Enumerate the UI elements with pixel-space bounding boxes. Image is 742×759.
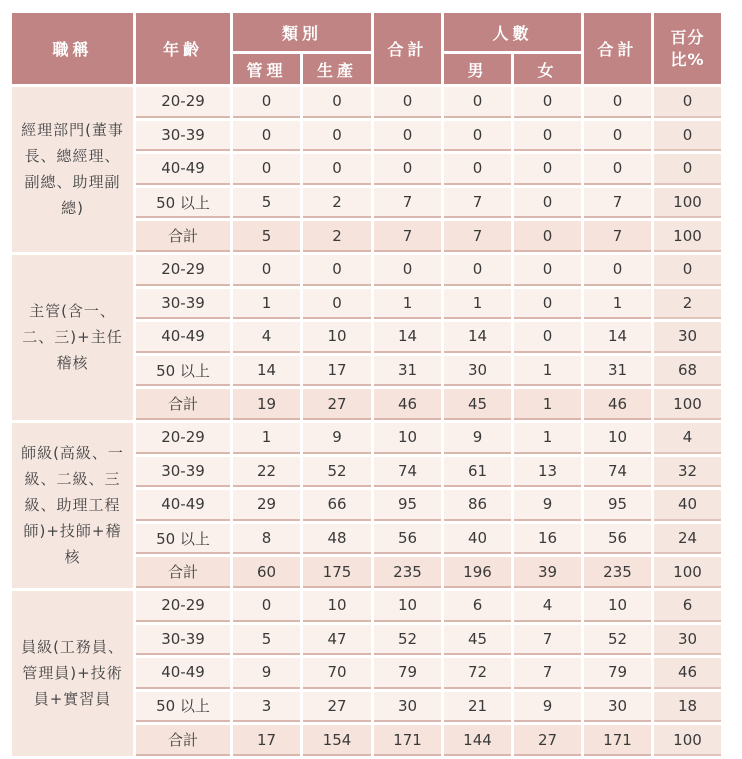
male-cell: 14 bbox=[444, 322, 511, 353]
total-cell: 171 bbox=[584, 725, 651, 756]
group-title: 經理部門(董事長、總經理、副總、助理副總) bbox=[12, 87, 133, 252]
header-title: 職稱 bbox=[12, 13, 133, 84]
sub-cell: 0 bbox=[374, 255, 441, 286]
percent-cell: 6 bbox=[654, 591, 721, 622]
male-cell: 45 bbox=[444, 389, 511, 420]
prod-cell: 70 bbox=[303, 658, 371, 689]
age-cell: 20-29 bbox=[136, 87, 230, 118]
male-cell: 0 bbox=[444, 121, 511, 152]
female-cell: 0 bbox=[514, 255, 581, 286]
mgmt-cell: 5 bbox=[233, 221, 300, 252]
percent-cell: 0 bbox=[654, 154, 721, 185]
age-cell: 30-39 bbox=[136, 121, 230, 152]
header-category-mgmt: 管理 bbox=[233, 54, 300, 84]
sub-cell: 7 bbox=[374, 221, 441, 252]
prod-cell: 175 bbox=[303, 557, 371, 588]
male-cell: 7 bbox=[444, 188, 511, 219]
sub-cell: 30 bbox=[374, 692, 441, 723]
sub-cell: 74 bbox=[374, 457, 441, 488]
male-cell: 61 bbox=[444, 457, 511, 488]
percent-cell: 100 bbox=[654, 389, 721, 420]
prod-cell: 0 bbox=[303, 121, 371, 152]
header-category-prod: 生產 bbox=[303, 54, 371, 84]
prod-cell: 0 bbox=[303, 154, 371, 185]
prod-cell: 0 bbox=[303, 289, 371, 320]
percent-cell: 100 bbox=[654, 557, 721, 588]
header-age: 年齡 bbox=[136, 13, 230, 84]
table-row bbox=[12, 87, 721, 118]
mgmt-cell: 1 bbox=[233, 423, 300, 454]
sub-cell: 31 bbox=[374, 356, 441, 387]
male-cell: 45 bbox=[444, 625, 511, 656]
age-cell: 30-39 bbox=[136, 289, 230, 320]
female-cell: 13 bbox=[514, 457, 581, 488]
female-cell: 27 bbox=[514, 725, 581, 756]
male-cell: 0 bbox=[444, 87, 511, 118]
age-cell: 合計 bbox=[136, 557, 230, 588]
age-cell: 50 以上 bbox=[136, 692, 230, 723]
sub-cell: 14 bbox=[374, 322, 441, 353]
table-body bbox=[12, 87, 721, 756]
male-cell: 86 bbox=[444, 490, 511, 521]
prod-cell: 10 bbox=[303, 322, 371, 353]
female-cell: 0 bbox=[514, 289, 581, 320]
total-cell: 1 bbox=[584, 289, 651, 320]
percent-cell: 46 bbox=[654, 658, 721, 689]
male-cell: 21 bbox=[444, 692, 511, 723]
mgmt-cell: 29 bbox=[233, 490, 300, 521]
male-cell: 40 bbox=[444, 524, 511, 555]
mgmt-cell: 0 bbox=[233, 154, 300, 185]
age-cell: 合計 bbox=[136, 221, 230, 252]
percent-cell: 18 bbox=[654, 692, 721, 723]
header-subtotal: 合計 bbox=[374, 13, 441, 84]
prod-cell: 27 bbox=[303, 692, 371, 723]
percent-cell: 30 bbox=[654, 625, 721, 656]
prod-cell: 0 bbox=[303, 255, 371, 286]
mgmt-cell: 5 bbox=[233, 188, 300, 219]
age-cell: 30-39 bbox=[136, 625, 230, 656]
female-cell: 39 bbox=[514, 557, 581, 588]
age-cell: 40-49 bbox=[136, 490, 230, 521]
total-cell: 56 bbox=[584, 524, 651, 555]
mgmt-cell: 0 bbox=[233, 121, 300, 152]
prod-cell: 0 bbox=[303, 87, 371, 118]
table-header bbox=[12, 13, 721, 84]
prod-cell: 10 bbox=[303, 591, 371, 622]
total-cell: 235 bbox=[584, 557, 651, 588]
sub-cell: 79 bbox=[374, 658, 441, 689]
age-cell: 合計 bbox=[136, 389, 230, 420]
mgmt-cell: 0 bbox=[233, 87, 300, 118]
header-percent: 百分比% bbox=[654, 13, 721, 84]
age-cell: 50 以上 bbox=[136, 188, 230, 219]
male-cell: 72 bbox=[444, 658, 511, 689]
mgmt-cell: 17 bbox=[233, 725, 300, 756]
percent-cell: 100 bbox=[654, 188, 721, 219]
sub-cell: 171 bbox=[374, 725, 441, 756]
total-cell: 10 bbox=[584, 591, 651, 622]
female-cell: 0 bbox=[514, 154, 581, 185]
group-title: 師級(高級、一級、二級、三級、助理工程師)+技師+稽核 bbox=[12, 423, 133, 588]
total-cell: 31 bbox=[584, 356, 651, 387]
total-cell: 46 bbox=[584, 389, 651, 420]
total-cell: 0 bbox=[584, 121, 651, 152]
female-cell: 0 bbox=[514, 188, 581, 219]
prod-cell: 2 bbox=[303, 221, 371, 252]
percent-cell: 2 bbox=[654, 289, 721, 320]
total-cell: 30 bbox=[584, 692, 651, 723]
sub-cell: 56 bbox=[374, 524, 441, 555]
mgmt-cell: 3 bbox=[233, 692, 300, 723]
header-total: 合計 bbox=[584, 13, 651, 84]
male-cell: 0 bbox=[444, 154, 511, 185]
percent-cell: 68 bbox=[654, 356, 721, 387]
male-cell: 1 bbox=[444, 289, 511, 320]
age-cell: 合計 bbox=[136, 725, 230, 756]
percent-cell: 32 bbox=[654, 457, 721, 488]
mgmt-cell: 0 bbox=[233, 255, 300, 286]
prod-cell: 66 bbox=[303, 490, 371, 521]
mgmt-cell: 60 bbox=[233, 557, 300, 588]
total-cell: 95 bbox=[584, 490, 651, 521]
percent-cell: 0 bbox=[654, 87, 721, 118]
header-people: 人數 bbox=[444, 13, 581, 51]
female-cell: 1 bbox=[514, 356, 581, 387]
prod-cell: 48 bbox=[303, 524, 371, 555]
sub-cell: 235 bbox=[374, 557, 441, 588]
female-cell: 7 bbox=[514, 658, 581, 689]
female-cell: 1 bbox=[514, 389, 581, 420]
percent-cell: 40 bbox=[654, 490, 721, 521]
mgmt-cell: 14 bbox=[233, 356, 300, 387]
sub-cell: 0 bbox=[374, 121, 441, 152]
female-cell: 0 bbox=[514, 121, 581, 152]
sub-cell: 1 bbox=[374, 289, 441, 320]
staff-statistics-table-container bbox=[9, 10, 724, 759]
female-cell: 16 bbox=[514, 524, 581, 555]
age-cell: 40-49 bbox=[136, 154, 230, 185]
sub-cell: 0 bbox=[374, 87, 441, 118]
female-cell: 0 bbox=[514, 221, 581, 252]
sub-cell: 95 bbox=[374, 490, 441, 521]
female-cell: 0 bbox=[514, 322, 581, 353]
header-male: 男 bbox=[444, 54, 511, 84]
age-cell: 20-29 bbox=[136, 423, 230, 454]
sub-cell: 10 bbox=[374, 423, 441, 454]
male-cell: 144 bbox=[444, 725, 511, 756]
male-cell: 30 bbox=[444, 356, 511, 387]
percent-cell: 30 bbox=[654, 322, 721, 353]
sub-cell: 7 bbox=[374, 188, 441, 219]
prod-cell: 27 bbox=[303, 389, 371, 420]
percent-cell: 100 bbox=[654, 725, 721, 756]
total-cell: 0 bbox=[584, 154, 651, 185]
female-cell: 1 bbox=[514, 423, 581, 454]
female-cell: 4 bbox=[514, 591, 581, 622]
prod-cell: 154 bbox=[303, 725, 371, 756]
sub-cell: 52 bbox=[374, 625, 441, 656]
mgmt-cell: 0 bbox=[233, 591, 300, 622]
total-cell: 52 bbox=[584, 625, 651, 656]
prod-cell: 2 bbox=[303, 188, 371, 219]
prod-cell: 17 bbox=[303, 356, 371, 387]
table-row bbox=[12, 255, 721, 286]
mgmt-cell: 1 bbox=[233, 289, 300, 320]
female-cell: 7 bbox=[514, 625, 581, 656]
total-cell: 0 bbox=[584, 87, 651, 118]
total-cell: 79 bbox=[584, 658, 651, 689]
male-cell: 7 bbox=[444, 221, 511, 252]
male-cell: 9 bbox=[444, 423, 511, 454]
mgmt-cell: 5 bbox=[233, 625, 300, 656]
age-cell: 20-29 bbox=[136, 255, 230, 286]
percent-cell: 0 bbox=[654, 121, 721, 152]
percent-cell: 4 bbox=[654, 423, 721, 454]
percent-cell: 24 bbox=[654, 524, 721, 555]
staff-statistics-table bbox=[9, 10, 724, 759]
mgmt-cell: 22 bbox=[233, 457, 300, 488]
prod-cell: 47 bbox=[303, 625, 371, 656]
group-title: 員級(工務員、管理員)+技術員+實習員 bbox=[12, 591, 133, 756]
total-cell: 7 bbox=[584, 221, 651, 252]
age-cell: 50 以上 bbox=[136, 356, 230, 387]
male-cell: 196 bbox=[444, 557, 511, 588]
female-cell: 9 bbox=[514, 692, 581, 723]
prod-cell: 52 bbox=[303, 457, 371, 488]
header-category: 類別 bbox=[233, 13, 371, 51]
total-cell: 14 bbox=[584, 322, 651, 353]
age-cell: 20-29 bbox=[136, 591, 230, 622]
age-cell: 40-49 bbox=[136, 322, 230, 353]
mgmt-cell: 4 bbox=[233, 322, 300, 353]
age-cell: 30-39 bbox=[136, 457, 230, 488]
female-cell: 9 bbox=[514, 490, 581, 521]
total-cell: 74 bbox=[584, 457, 651, 488]
table-row bbox=[12, 423, 721, 454]
female-cell: 0 bbox=[514, 87, 581, 118]
sub-cell: 46 bbox=[374, 389, 441, 420]
percent-cell: 100 bbox=[654, 221, 721, 252]
header-female: 女 bbox=[514, 54, 581, 84]
total-cell: 0 bbox=[584, 255, 651, 286]
male-cell: 0 bbox=[444, 255, 511, 286]
total-cell: 10 bbox=[584, 423, 651, 454]
sub-cell: 0 bbox=[374, 154, 441, 185]
male-cell: 6 bbox=[444, 591, 511, 622]
mgmt-cell: 8 bbox=[233, 524, 300, 555]
age-cell: 40-49 bbox=[136, 658, 230, 689]
prod-cell: 9 bbox=[303, 423, 371, 454]
group-title: 主管(含一、二、三)+主任稽核 bbox=[12, 255, 133, 420]
age-cell: 50 以上 bbox=[136, 524, 230, 555]
mgmt-cell: 19 bbox=[233, 389, 300, 420]
sub-cell: 10 bbox=[374, 591, 441, 622]
percent-cell: 0 bbox=[654, 255, 721, 286]
table-row bbox=[12, 591, 721, 622]
total-cell: 7 bbox=[584, 188, 651, 219]
mgmt-cell: 9 bbox=[233, 658, 300, 689]
